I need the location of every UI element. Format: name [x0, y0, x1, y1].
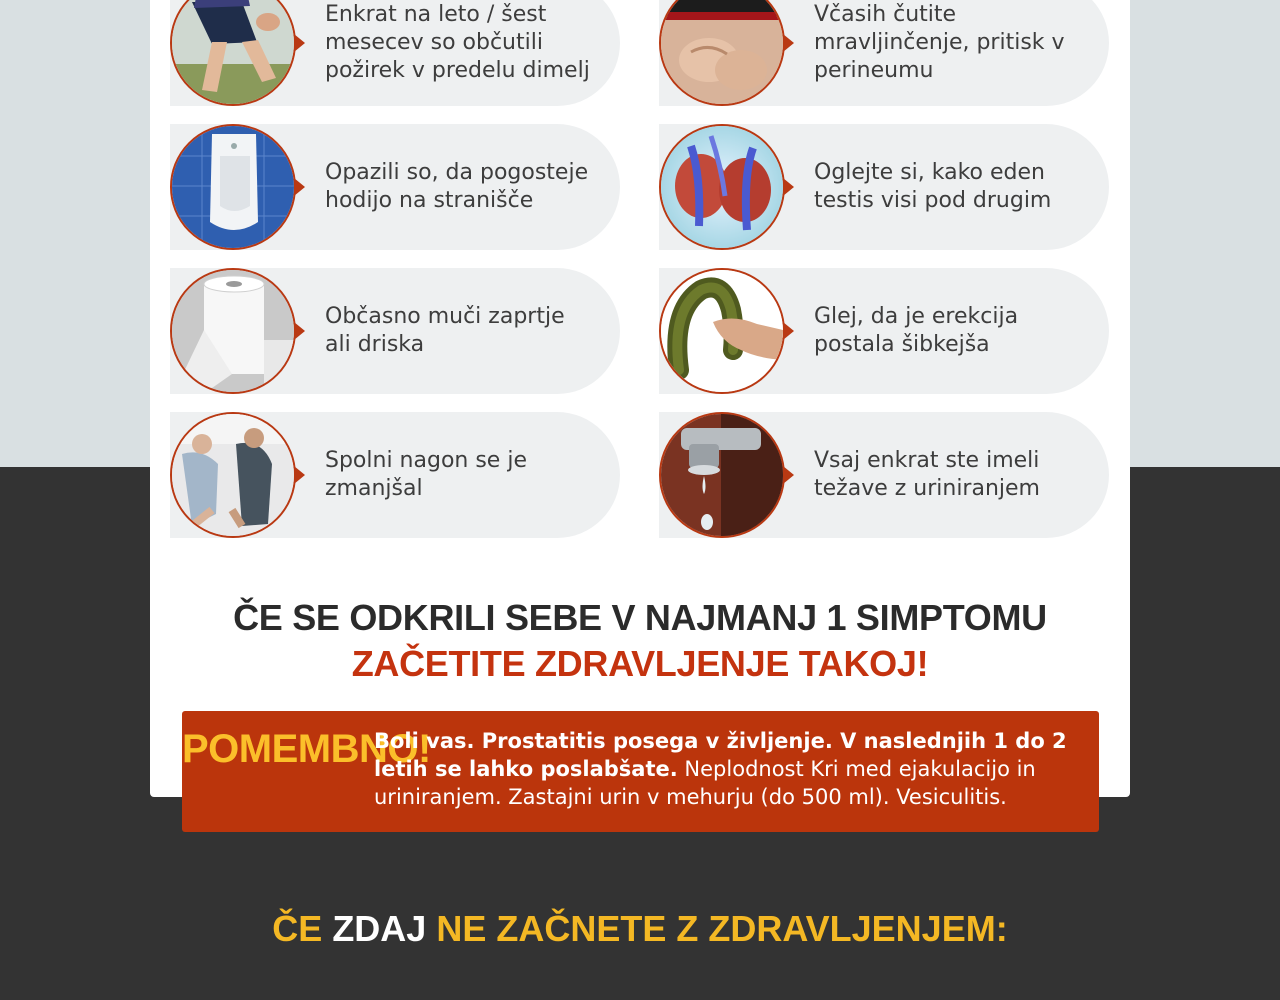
toilet-paper-photo: [170, 268, 296, 394]
symptom-text: Občasno muči zaprtje ali driska: [325, 304, 565, 357]
running-man-photo: [170, 0, 296, 106]
warning-label: POMEMBNO!: [182, 727, 431, 771]
dripping-tap-photo: [659, 412, 785, 538]
arrow-icon: [783, 178, 794, 196]
symptom-item: [659, 268, 1109, 394]
arrow-icon: [294, 34, 305, 52]
warning-normal-text: Neplodnost Kri med ejakulacijo in uriniranjem. Zastajni urin v mehurju (do 500 ml). Vesiculitis.: [374, 757, 1036, 809]
arrow-icon: [783, 34, 794, 52]
urinal-photo: [170, 124, 296, 250]
arrow-icon: [294, 178, 305, 196]
symptom-item: [170, 412, 620, 538]
symptom-item: [659, 412, 1109, 538]
headline-accent: ZAČETITE ZDRAVLJENJE TAKOJ!: [351, 643, 929, 684]
bottom-section-title: [0, 906, 1280, 952]
bottom-title-part3: NE ZAČNETE Z ZDRAVLJENJEM:: [426, 908, 1008, 949]
symptom-text: Oglejte si, kako eden testis visi pod drugim: [814, 160, 1052, 213]
arrow-icon: [783, 322, 794, 340]
cucumber-photo: [659, 268, 785, 394]
couple-in-bed-photo: [170, 412, 296, 538]
call-to-action-headline: [150, 595, 1130, 687]
arrow-icon: [294, 466, 305, 484]
symptom-text: Včasih čutite mravljinčenje, pritisk v perineumu: [814, 2, 1065, 83]
symptom-text: Enkrat na leto / šest mesecev so občutili požirek v predelu dimelj: [325, 2, 590, 83]
arrow-icon: [294, 322, 305, 340]
hands-groin-photo: [659, 0, 785, 106]
bottom-title-part1: ČE: [272, 908, 333, 949]
symptom-item: [170, 0, 620, 106]
bottom-title-part2: ZDAJ: [332, 908, 427, 949]
anatomy-photo: [659, 124, 785, 250]
symptom-text: Glej, da je erekcija postala šibkejša: [814, 304, 1019, 357]
warning-bold-text: Boli vas. Prostatitis posega v življenje. V naslednjih 1 do 2 letih se lahko poslabšate.: [374, 729, 1067, 781]
symptom-text: Spolni nagon se je zmanjšal: [325, 448, 527, 501]
important-warning-box: [182, 711, 1099, 832]
warning-text: [374, 727, 1074, 811]
symptom-item: [659, 124, 1109, 250]
symptom-item: [170, 268, 620, 394]
symptom-text: Vsaj enkrat ste imeli težave z uriniranjem: [814, 448, 1040, 501]
symptom-item: [659, 0, 1109, 106]
symptom-item: [170, 124, 620, 250]
headline-main: ČE SE ODKRILI SEBE V NAJMANJ 1 SIMPTOMU: [233, 597, 1047, 638]
arrow-icon: [783, 466, 794, 484]
symptom-text: Opazili so, da pogosteje hodijo na stranišče: [325, 160, 589, 213]
